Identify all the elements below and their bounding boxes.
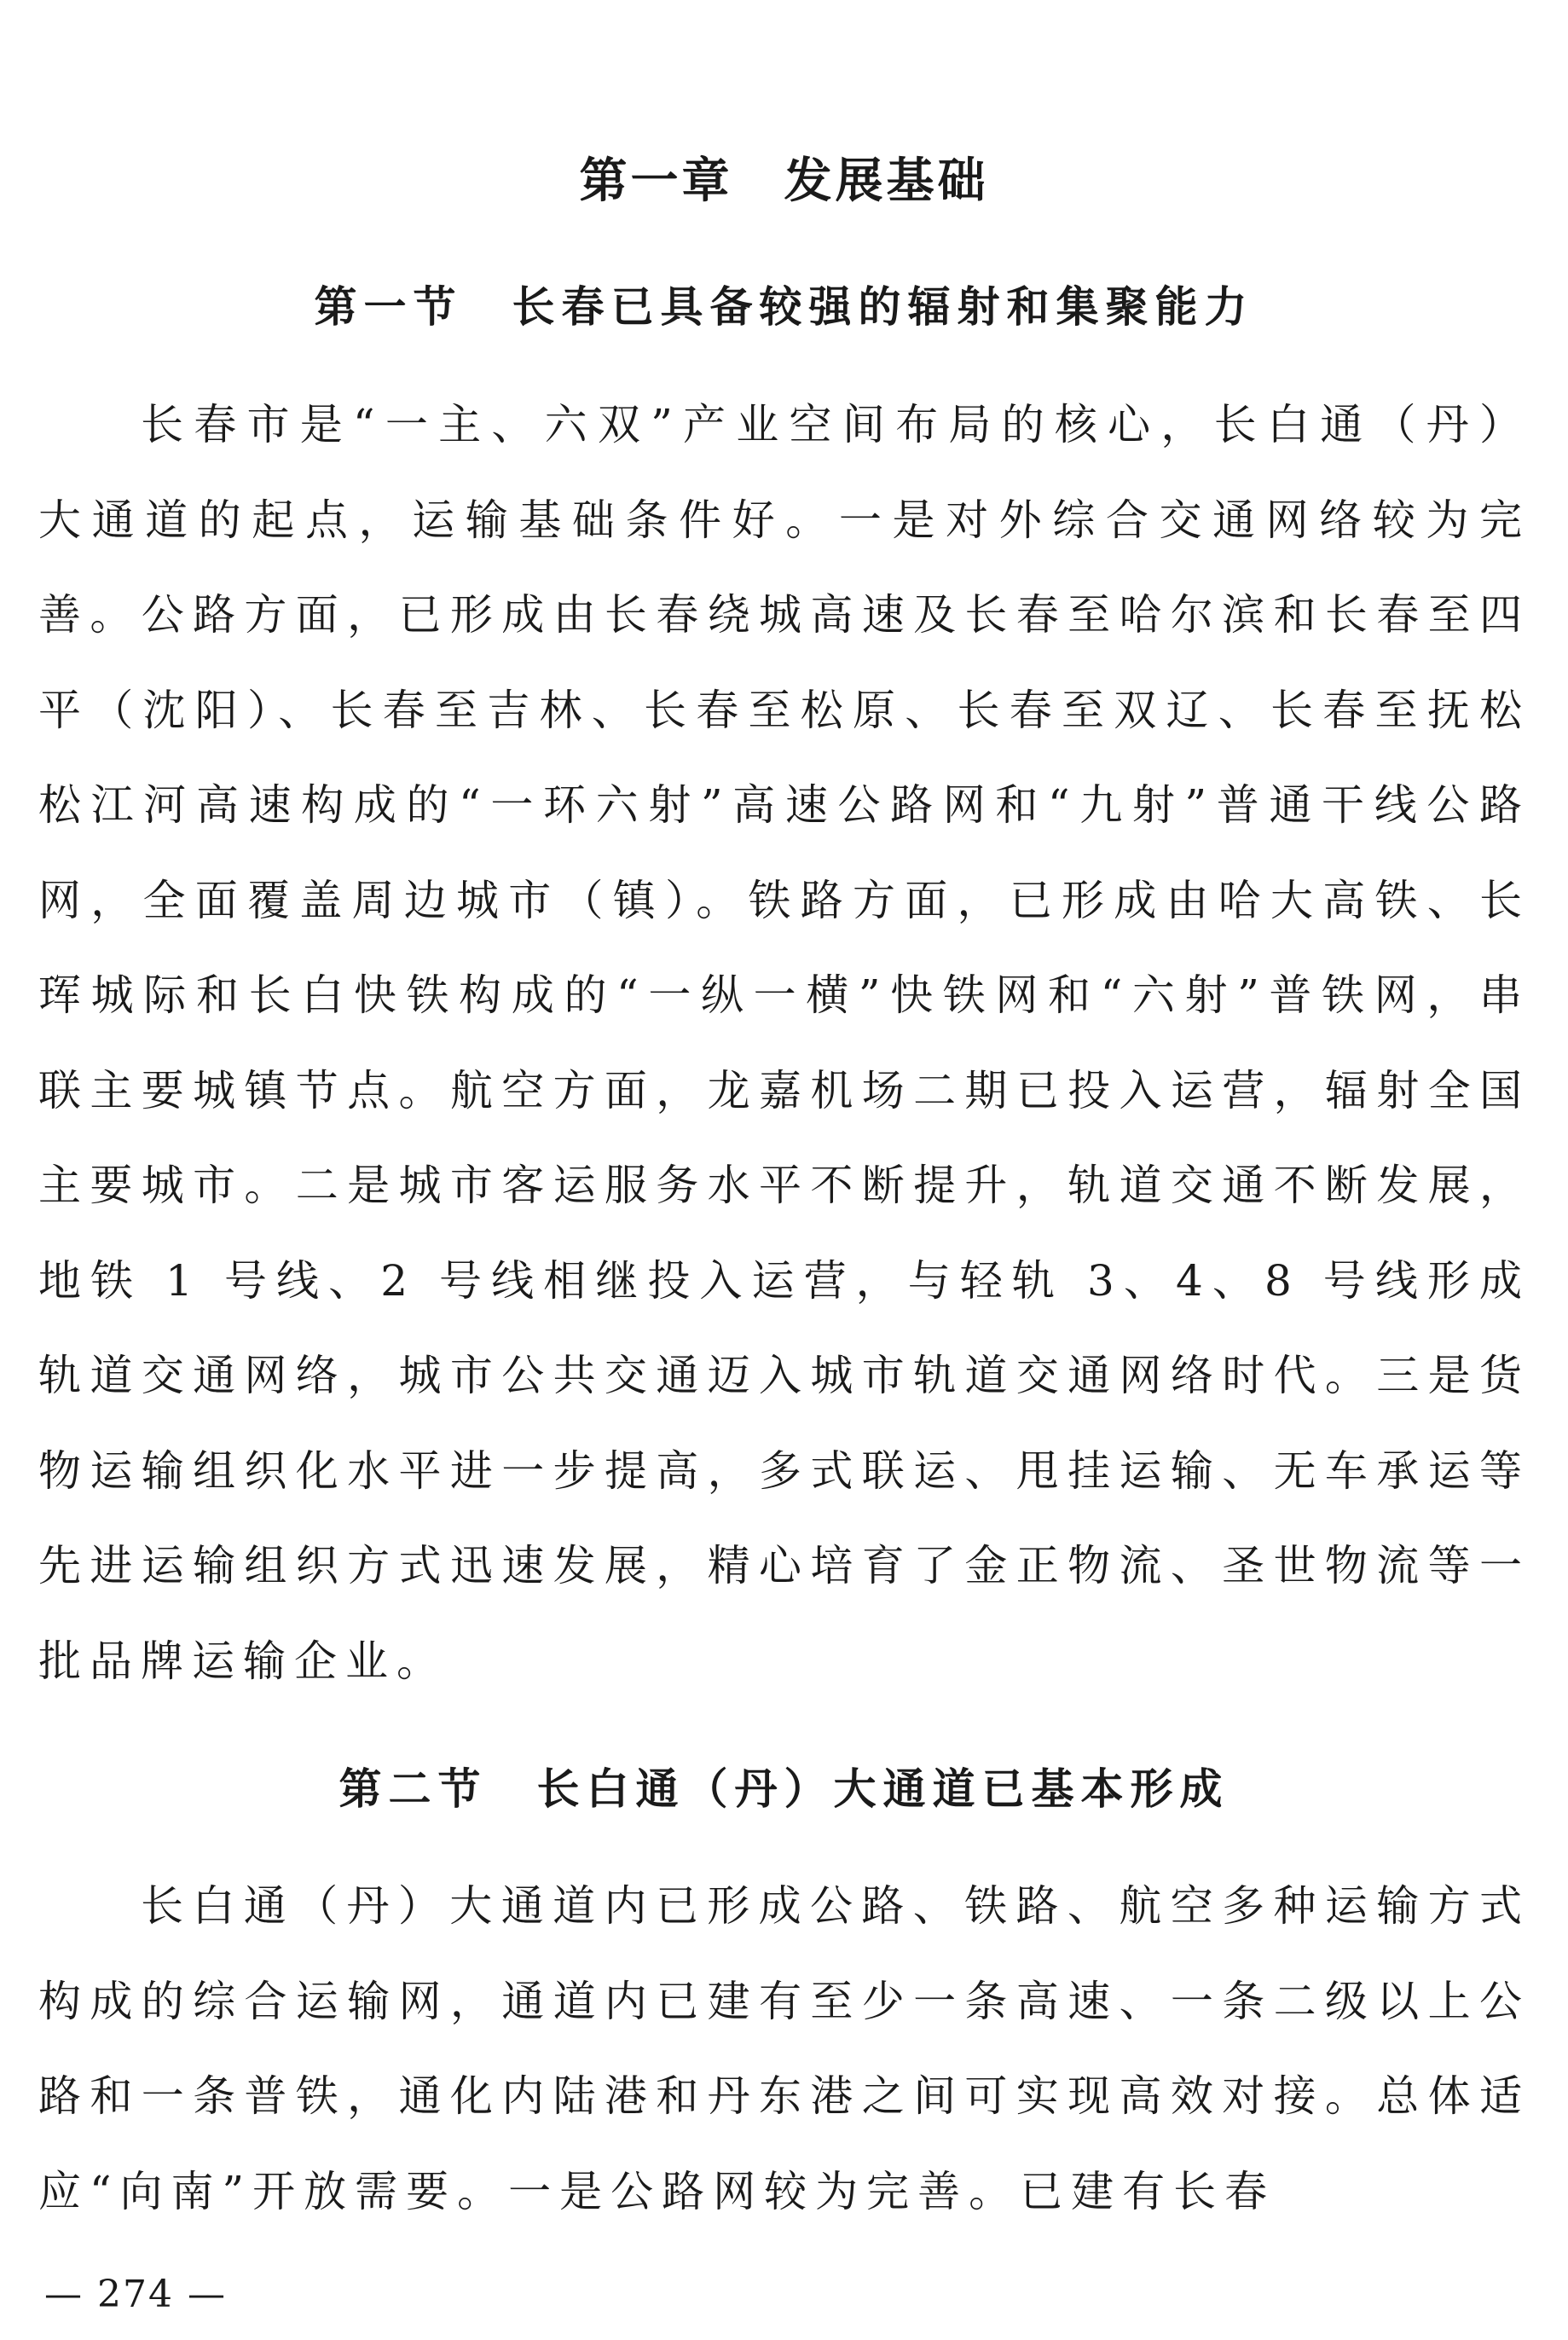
section-1-body: 长春市是“一主、六双”产业空间布局的核心，长白通（丹）大通道的起点，运输基础条件好。一是对外综合交通网络较为完善。公路方面，已形成由长春绕城高速及长春至哈尔滨和长春至四平（沈阳）、长春至吉林、长春至松原、长春至双辽、长春至抚松松江河高速构成的“一环六射”高速公路网和“九射”普通干线公路网，全面覆盖周边城市（镇）。铁路方面，已形成由哈大高铁、长珲城际和长白快铁构成的“一纵一横”快铁网和“六射”普铁网，串联主要城镇节点。航空方面，龙嘉机场二期已投入运营，辐射全国主要城市。二是城市客运服务水平不断提升，轨道交通不断发展，地铁 1 号线、2 号线相继投入运营，与轻轨 3、4、8 号线形成轨道交通网络，城市公共交通迈入城市轨道交通网络时代。三是货物运输组织化水平进一步提高，多式联运、甩挂运输、无车承运等先进运输组织方式迅速发展，精心培育了金正物流、圣世物流等一批品牌运输企业。 <box>38 400 1530 1686</box>
page-number: — 274 — <box>44 2273 227 2316</box>
section-2-title: 第二节 长白通（丹）大通道已基本形成 <box>338 1764 1230 1814</box>
section-2-body: 长白通（丹）大通道内已形成公路、铁路、航空多种运输方式构成的综合运输网，通道内已建有至少一条高速、一条二级以上公路和一条普铁，通化内陆港和丹东港之间可实现高效对接。总体适应“向南”开放需要。一是公路网较为完善。已建有长春 <box>38 1881 1530 2216</box>
chapter-title: 第一章 发展基础 <box>579 153 989 209</box>
section-1-title: 第一节 长春已具备较强的辐射和集聚能力 <box>314 281 1254 332</box>
